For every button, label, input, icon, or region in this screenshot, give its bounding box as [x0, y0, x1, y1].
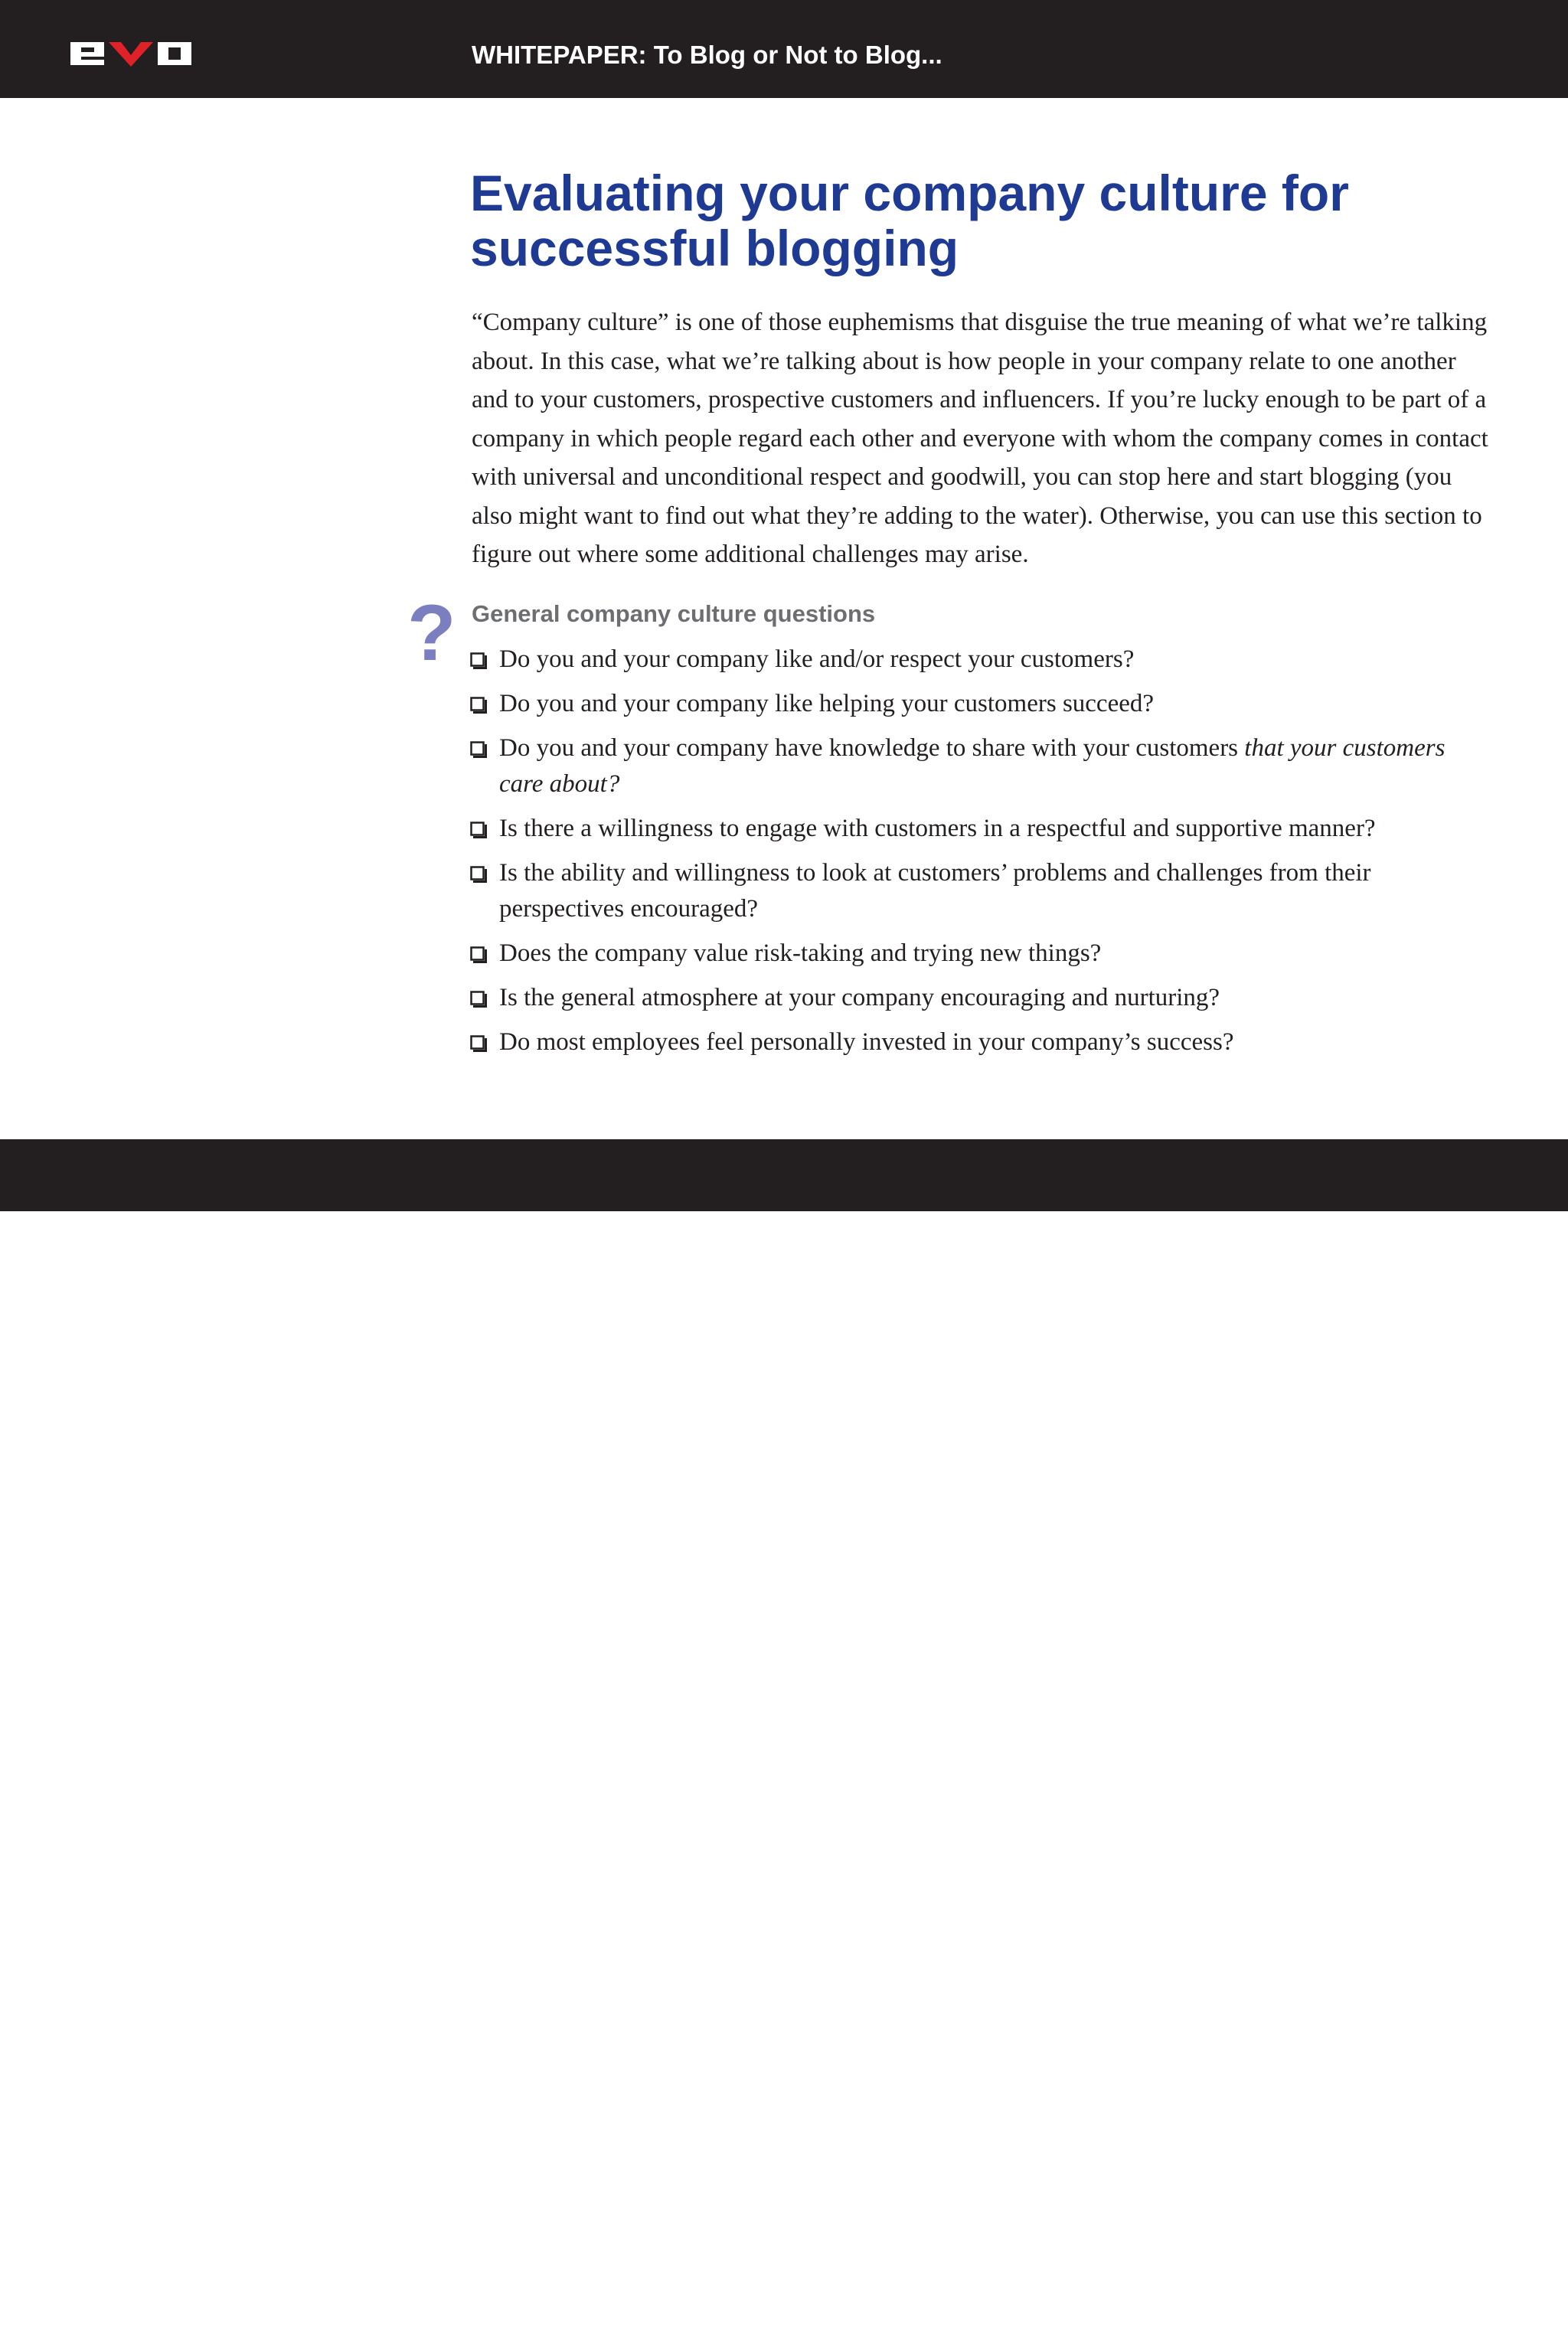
checklist-item-emphasis: that your customers care about? — [499, 734, 1446, 798]
checkbox-icon — [470, 822, 487, 838]
checkbox-icon — [470, 991, 487, 1008]
checklist-item — [470, 980, 1488, 1016]
checklist-item-text: Does the company value risk-taking and trying new things? — [499, 939, 1102, 967]
checklist-item-text: Do you and your company like helping your customers succeed? — [499, 690, 1155, 717]
page-number: Page 12 of 18 — [1334, 2300, 1467, 2323]
checklist-item — [470, 642, 1488, 678]
checkbox-icon — [470, 652, 487, 669]
checklist-item-text: Do you and your company have knowledge to share with your customers — [499, 734, 1245, 762]
checkbox-icon — [470, 866, 487, 883]
header-title: WHITEPAPER: To Blog or Not to Blog... — [472, 41, 942, 69]
header-bar — [0, 0, 1568, 98]
evo-logo — [69, 38, 193, 67]
checklist-item-text: Is there a willingness to engage with customers in a respectful and supportive manner? — [499, 815, 1376, 842]
checkbox-icon — [470, 946, 487, 963]
checklist-item-text: Is the ability and willingness to look at customers’ problems and challenges from their perspectives encouraged? — [499, 859, 1371, 923]
footer-copyright: ©2009, Evolution Web Development — [479, 2301, 788, 2323]
checklist-item — [470, 811, 1488, 847]
question-mark-icon: ? — [407, 589, 456, 678]
section-subheading: General company culture questions — [472, 600, 876, 627]
checkbox-icon — [470, 741, 487, 758]
checklist-item-text: Do most employees feel personally invested in your company’s success? — [499, 1028, 1234, 1056]
checklist-item-text: Do you and your company like and/or respect your customers? — [499, 645, 1135, 673]
checkbox-icon — [470, 697, 487, 714]
checklist-item-text: Is the general atmosphere at your company encouraging and nurturing? — [499, 984, 1220, 1011]
page-heading: Evaluating your company culture for successful blogging — [470, 165, 1349, 276]
checklist-item — [470, 686, 1488, 722]
footer-bar — [0, 1139, 1568, 2323]
checkbox-icon — [470, 1035, 487, 1052]
checklist-item — [470, 1024, 1488, 1060]
checklist-item — [470, 936, 1488, 972]
intro-paragraph: “Company culture” is one of those euphemisms that disguise the true meaning of what we’re talking about. In this case, what we’re talking about is how people in your company relate to one another and to your customers, prospective customers and influencers. If you’re lucky enough to be part of a company in which people regard each other and everyone with whom the company comes in contact with universal and unconditional respect and goodwill, you can stop here and start blogging (you also might want to find out what they’re adding to the water). Otherwise, you can use this section to figure out where some additional challenges may arise. — [472, 309, 1488, 568]
checklist-item — [470, 730, 1488, 802]
question-checklist — [470, 642, 1488, 1069]
checklist-item — [470, 855, 1488, 927]
